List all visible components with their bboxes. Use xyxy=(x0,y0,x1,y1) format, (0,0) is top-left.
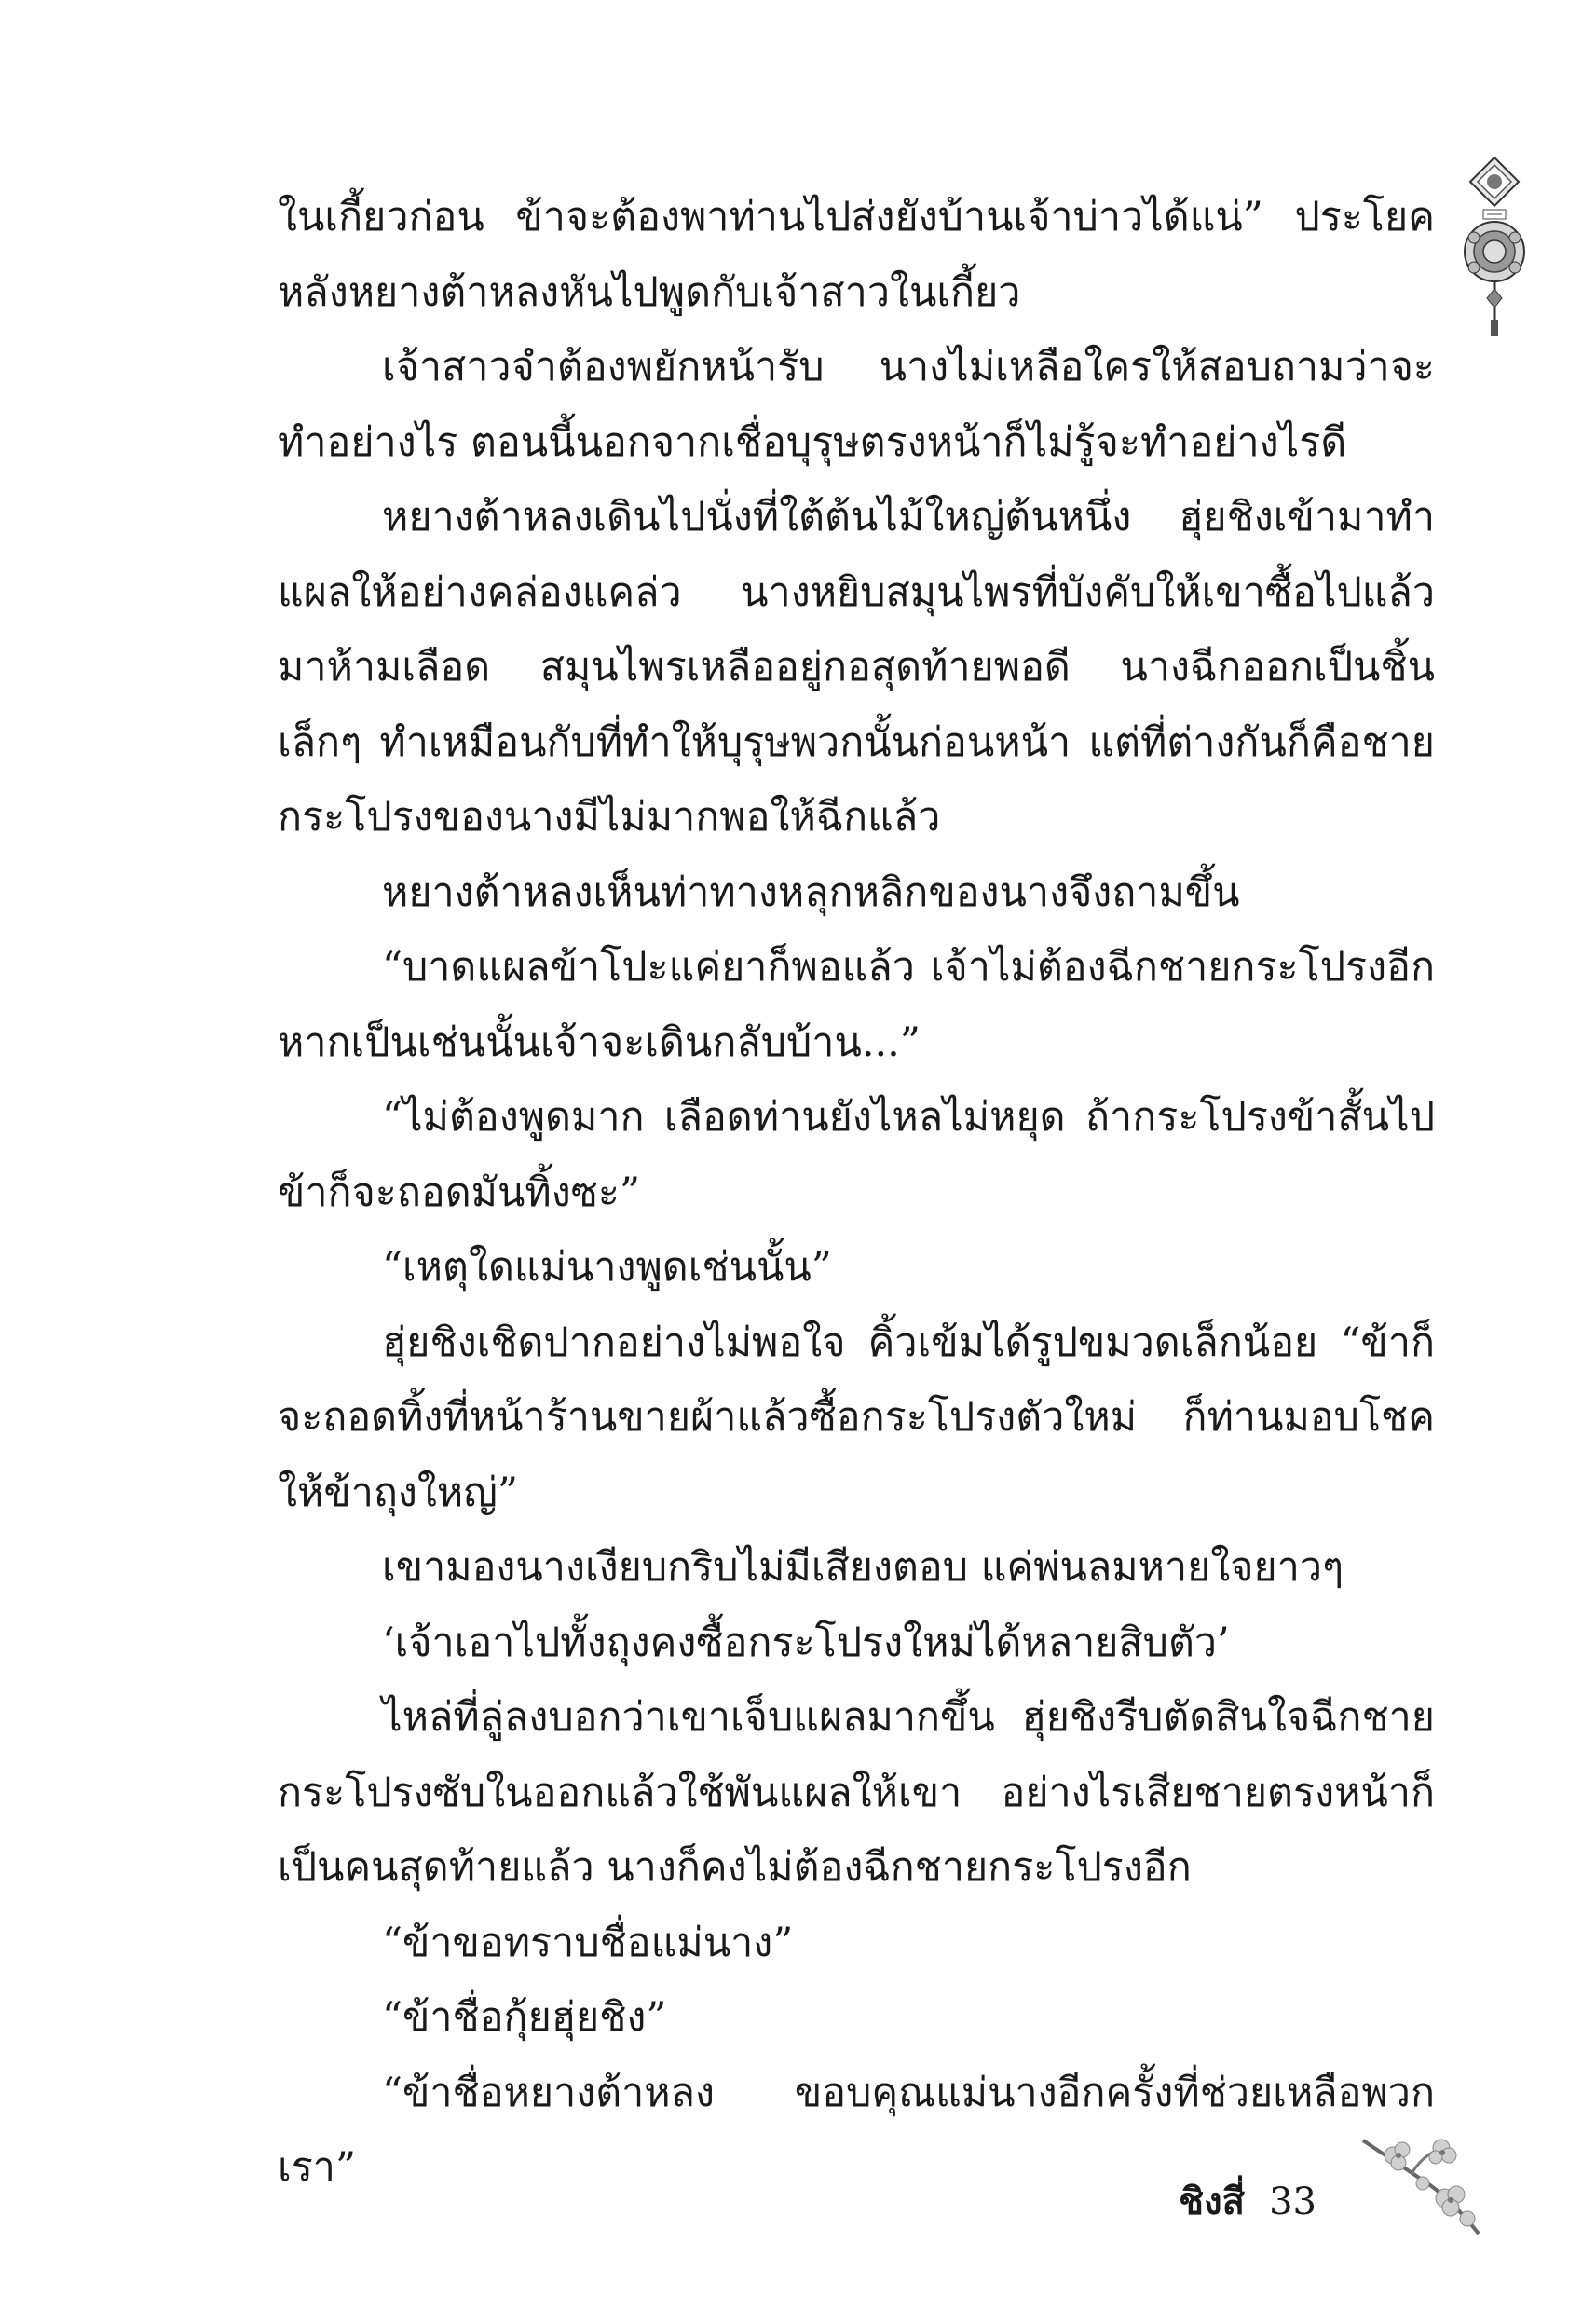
page-number: 33 xyxy=(1269,2181,1316,2223)
body-text xyxy=(278,180,1435,2206)
paragraph: เจ้าสาวจำต้องพยักหน้ารับ นางไม่เหลือใครให้สอบถามว่าจะทำอย่างไร ตอนนี้นอกจากเชื่อบุรุษตรงหน้าก็ไม่รู้จะทำอย่างไรดี xyxy=(278,344,1435,466)
paragraph: “ข้าขอทราบชื่อแม่นาง” xyxy=(382,1919,794,1966)
paragraph: เขามองนางเงียบกริบไม่มีเสียงตอบ แค่พ่นลมหายใจยาวๆ xyxy=(382,1544,1344,1591)
paragraph: “บาดแผลข้าโปะแค่ยาก็พอแล้ว เจ้าไม่ต้องฉีกชายกระโปรงอีก หากเป็นเช่นนั้นเจ้าจะเดินกลับบ้าน...” xyxy=(278,944,1435,1066)
chinese-knot-emblem-icon xyxy=(1461,154,1528,340)
paragraph: ในเกี้ยวก่อน ข้าจะต้องพาท่านไปส่งยังบ้านเจ้าบ่าวได้แน่” ประโยคหลังหยางต้าหลงหันไปพูดกับเจ้าสาวในเกี้ยว xyxy=(278,194,1435,316)
paragraph: “ข้าชื่อหยางต้าหลง ขอบคุณแม่นางอีกครั้งที่ช่วยเหลือพวกเรา” xyxy=(278,2069,1435,2191)
paragraph: ‘เจ้าเอาไปทั้งถุงคงซื้อกระโปรงใหม่ได้หลายสิบตัว’ xyxy=(382,1619,1230,1666)
paragraph: “ข้าชื่อกุ้ยฮุ่ยชิง” xyxy=(382,1994,667,2041)
plum-blossom-icon xyxy=(1356,2129,1486,2241)
paragraph: “เหตุใดแม่นางพูดเช่นนั้น” xyxy=(382,1244,832,1291)
running-title: ชิงสี่ xyxy=(1179,2180,1246,2223)
paragraph: ไหล่ที่ลู่ลงบอกว่าเขาเจ็บแผลมากขึ้น ฮุ่ยชิงรีบตัดสินใจฉีกชายกระโปรงซับในออกแล้วใช้พันแผลให้เขา อย่างไรเสียชายตรงหน้าก็เป็นคนสุดท้ายแล้ว นางก็คงไม่ต้องฉีกชายกระโปรงอีก xyxy=(278,1694,1435,1891)
paragraph: ฮุ่ยชิงเชิดปากอย่างไม่พอใจ คิ้วเข้มได้รูปขมวดเล็กน้อย “ข้าก็จะถอดทิ้งที่หน้าร้านขายผ้าแล้วซื้อกระโปรงตัวใหม่ ก็ท่านมอบโชคให้ข้าถุงใหญ่” xyxy=(278,1319,1435,1516)
page-footer xyxy=(1179,2171,1316,2231)
paragraph: หยางต้าหลงเดินไปนั่งที่ใต้ต้นไม้ใหญ่ต้นหนึ่ง ฮุ่ยชิงเข้ามาทำแผลให้อย่างคล่องแคล่ว นางหยิบสมุนไพรที่บังคับให้เขาซื้อไปแล้วมาห้ามเลือด สมุนไพรเหลืออยู่กอสุดท้ายพอดี นางฉีกออกเป็นชิ้นเล็กๆ ทำเหมือนกับที่ทำให้บุรุษพวกนั้นก่อนหน้า แต่ที่ต่างกันก็คือชายกระโปรงของนางมีไม่มากพอให้ฉีกแล้ว xyxy=(278,494,1435,841)
paragraph: หยางต้าหลงเห็นท่าทางหลุกหลิกของนางจึงถามขึ้น xyxy=(382,868,1240,916)
paragraph: “ไม่ต้องพูดมาก เลือดท่านยังไหลไม่หยุด ถ้ากระโปรงข้าสั้นไปข้าก็จะถอดมันทิ้งซะ” xyxy=(278,1094,1435,1216)
